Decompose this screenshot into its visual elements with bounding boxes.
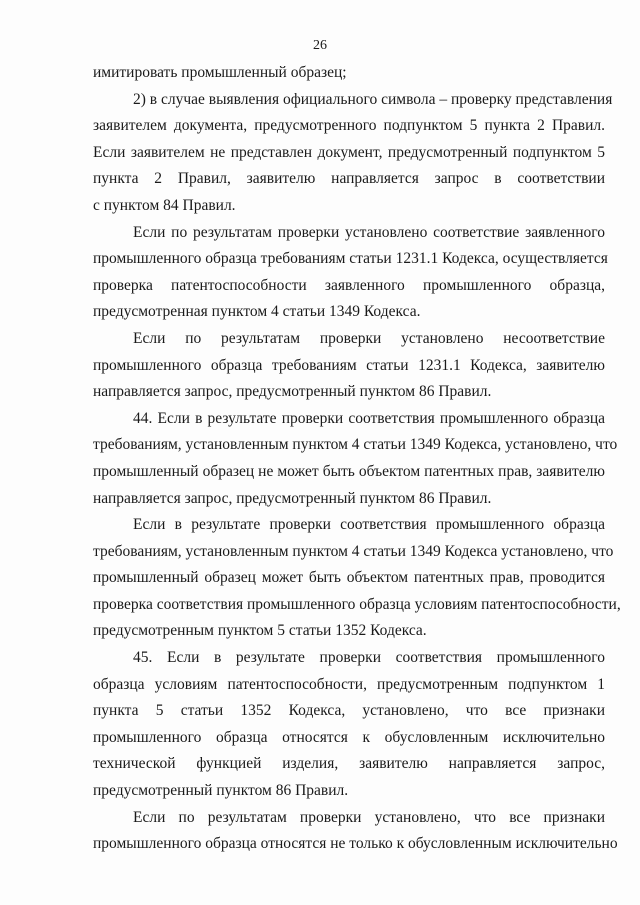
text-line: Если заявителем не представлен документ, предусмотренный подпунктом 5: [93, 143, 605, 161]
text-line: Если по результатам проверки установлено соответствие заявленного: [133, 223, 605, 241]
text-line: проверка патентоспособности заявленного промышленного образца,: [93, 276, 605, 294]
paragraph: [93, 220, 608, 326]
paragraph: [93, 326, 605, 406]
page-number: 26: [313, 38, 327, 53]
paragraph: [93, 512, 621, 645]
text-line: с пунктом 84 Правил.: [93, 196, 236, 214]
text-line: промышленного образца требованиям статьи 1231.1 Кодекса, заявителю: [93, 356, 605, 374]
text-line: 44. Если в результате проверки соответствия промышленного образца: [133, 409, 605, 427]
text-line: требованиям, установленным пунктом 4 статьи 1349 Кодекса, установлено, что: [93, 436, 618, 454]
paragraph: [93, 60, 605, 87]
text-line: технической функцией изделия, заявителю направляется запрос,: [93, 755, 605, 773]
text-line: промышленного образца относятся не только к обусловленным исключительно: [93, 835, 618, 853]
text-line: проверка соответствия промышленного образца условиям патентоспособности,: [93, 595, 621, 613]
text-line: требованиям, установленным пунктом 4 статьи 1349 Кодекса установлено, что: [93, 542, 614, 560]
text-line: образца условиям патентоспособности, предусмотренным подпунктом 1: [93, 675, 605, 693]
document-body: [93, 60, 621, 858]
text-line: промышленного образца относятся к обусловленным исключительно: [93, 728, 605, 746]
paragraph: [93, 406, 618, 512]
text-line: промышленного образца требованиям статьи 1231.1 Кодекса, осуществляется: [93, 250, 608, 268]
text-line: предусмотренным пунктом 5 статьи 1352 Кодекса.: [93, 622, 427, 640]
text-line: пункта 5 статьи 1352 Кодекса, установлено, что все признаки: [93, 702, 605, 720]
text-line: промышленный образец не может быть объектом патентных прав, заявителю: [93, 462, 605, 480]
text-line: предусмотренная пунктом 4 статьи 1349 Кодекса.: [93, 303, 421, 321]
paragraph: [93, 87, 613, 220]
text-line: предусмотренный пунктом 86 Правил.: [93, 782, 349, 800]
text-line: 45. Если в результате проверки соответствия промышленного: [133, 649, 605, 667]
paragraph: [93, 805, 618, 858]
text-line: пункта 2 Правил, заявителю направляется запрос в соответствии: [93, 170, 605, 188]
text-line: промышленный образец может быть объектом патентных прав, проводится: [93, 569, 605, 587]
text-line: заявителем документа, предусмотренного подпунктом 5 пункта 2 Правил.: [93, 117, 605, 135]
text-line: Если по результатам проверки установлено несоответствие: [133, 329, 605, 347]
text-line: Если в результате проверки соответствия промышленного образца: [133, 516, 605, 534]
paragraph: [93, 645, 605, 805]
text-line: имитировать промышленный образец;: [93, 64, 347, 81]
text-line: направляется запрос, предусмотренный пунктом 86 Правил.: [93, 383, 492, 401]
text-line: направляется запрос, предусмотренный пунктом 86 Правил.: [93, 489, 492, 507]
text-line: 2) в случае выявления официального символа – проверку представления: [133, 90, 613, 108]
text-line: Если по результатам проверки установлено, что все признаки: [133, 808, 605, 826]
